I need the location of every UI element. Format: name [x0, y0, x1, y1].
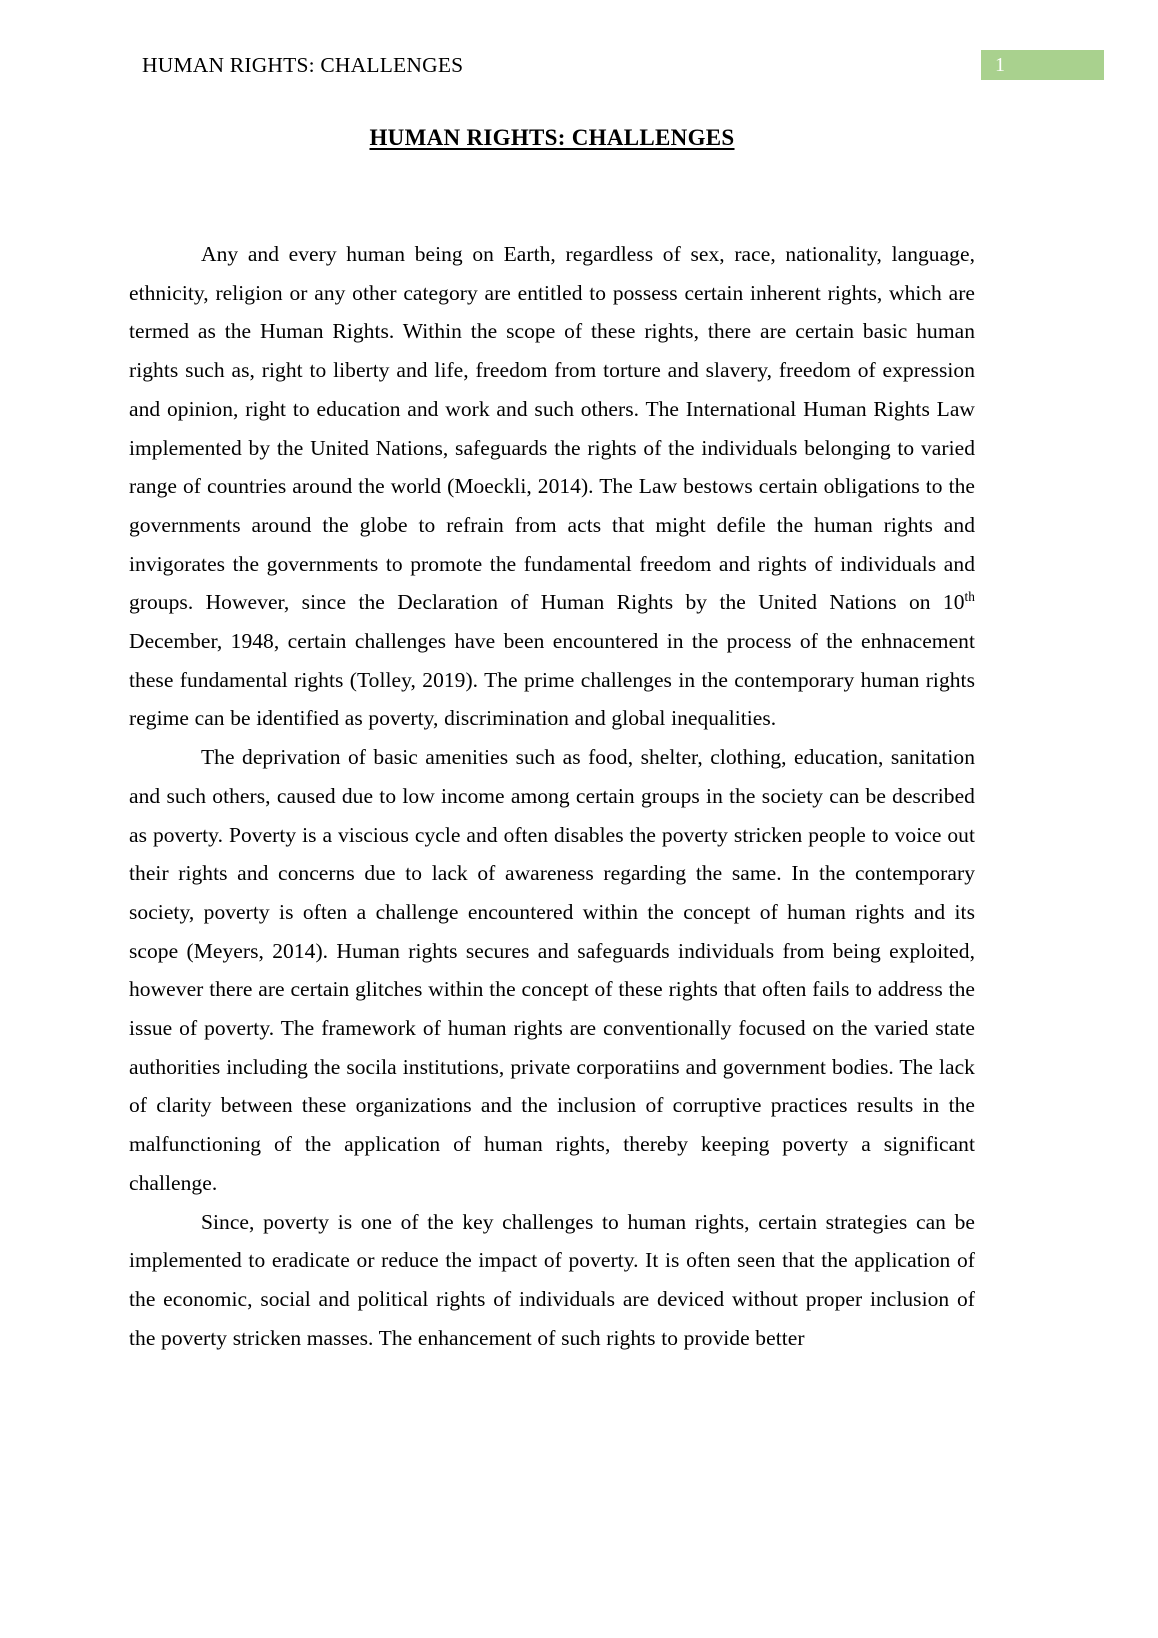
page-number-badge	[981, 50, 1104, 80]
paragraph-intro	[129, 235, 975, 738]
paragraph-intro-part-2: December, 1948, certain challenges have been encountered in the process of the enhnacement these fundamental rights (Tolley, 2019). The prime challenges in the contemporary human rights regime can be identified as poverty, discrimination and global inequalities.	[129, 629, 975, 731]
document-body	[129, 118, 975, 1357]
paragraph-intro-part-1: Any and every human being on Earth, regardless of sex, race, nationality, language, ethnicity, religion or any other category are entitled to possess certain inherent rights, which are termed as the Human Rights. Within the scope of these rights, there are certain basic human rights such as, right to liberty and life, freedom from torture and slavery, freedom of expression and opinion, right to education and work and such others. The International Human Rights Law implemented by the United Nations, safeguards the rights of the individuals belonging to varied range of countries around the world (Moeckli, 2014). The Law bestows certain obligations to the governments around the globe to refrain from acts that might defile the human rights and invigorates the governments to promote the fundamental freedom and rights of individuals and groups. However, since the Declaration of Human Rights by the United Nations on 10	[129, 242, 975, 615]
ordinal-superscript: th	[964, 589, 975, 605]
paragraph-poverty: The deprivation of basic amenities such as food, shelter, clothing, education, sanitation and such others, caused due to low income among certain groups in the society can be described as poverty. Poverty is a viscious cycle and often disables the poverty stricken people to voice out their rights and concerns due to lack of awareness regarding the same. In the contemporary society, poverty is often a challenge encountered within the concept of human rights and its scope (Meyers, 2014). Human rights secures and safeguards individuals from being exploited, however there are certain glitches within the concept of these rights that often fails to address the issue of poverty. The framework of human rights are conventionally focused on the varied state authorities including the socila institutions, private corporatiins and government bodies. The lack of clarity between these organizations and the inclusion of corruptive practices results in the malfunctioning of the application of human rights, thereby keeping poverty a significant challenge.	[129, 745, 975, 1195]
page-number-text: 1	[995, 54, 1005, 76]
paragraph-strategies: Since, poverty is one of the key challenges to human rights, certain strategies can be implemented to eradicate or reduce the impact of poverty. It is often seen that the application of the economic, social and political rights of individuals are deviced without proper inclusion of the poverty stricken masses. The enhancement of such rights to provide better	[129, 1209, 975, 1350]
document-title: HUMAN RIGHTS: CHALLENGES	[369, 125, 735, 150]
running-header	[0, 50, 1158, 84]
running-head-text: HUMAN RIGHTS: CHALLENGES	[142, 53, 464, 77]
title-spacer	[129, 158, 975, 235]
